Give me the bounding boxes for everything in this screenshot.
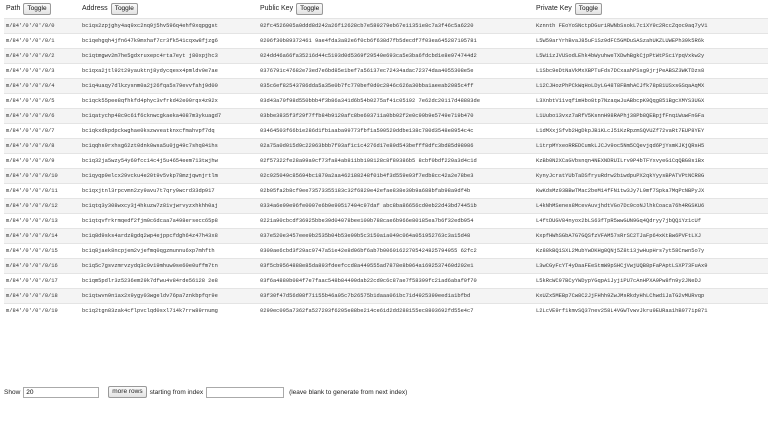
path-cell: m/84'/0'/0'/0/5 (4, 94, 80, 109)
address-cell: bc1qtmgwv2m7he5gdxruxepc4rta7eyt j80xpjhc3 (80, 49, 258, 64)
show-label: Show (4, 388, 21, 396)
derived-addresses-table (4, 0, 768, 318)
private-key-cell: KzBb0N2XCaGVbsnqn4NEXNDRUILrv9P4bTFYxvyeG1CqQBG8s1Bx (534, 154, 768, 169)
table-row (4, 289, 768, 304)
public-key-cell: 02fc4526005a0ddd8d242a26f12628cb7e589279eb67e11351e8c7a3f46c5a6220 (258, 19, 534, 34)
public-key-cell: 03d43a70f98d550bbb4f3b86a341d6b54b0275af41c05192 7e62dc20117d48883de (258, 94, 534, 109)
table-row (4, 64, 768, 79)
public-key-cell: 0221a90cbcdf36925bbe39d04078bee100b788cae6b966e80185ea7b6f32edb954 (258, 214, 534, 229)
private-key-cell: L3wCGyFcYT4yDaaFEeStmW9pSHCjVwjUQB8pFaPAptLSXP73FuAx9 (534, 259, 768, 274)
path-cell: m/84'/0'/0'/0/17 (4, 274, 80, 289)
rows-count-input[interactable] (23, 387, 99, 398)
private-key-cell: L5Wi1zJVUSodLEhk4bWyuhweTXDwhBgkCjpPtWtPSciYpqVxkw2y (534, 49, 768, 64)
public-key-cell: 03f30f47d56d08f71155b46a05c7b26575b1daaa061bc71d4925399eed1a1bfbd (258, 289, 534, 304)
table-row (4, 214, 768, 229)
public-key-cell: 03464503f66b1e286d1fb1aaba99773fbf1a590520ddbe138c780d3548e8954c4c (258, 124, 534, 139)
path-cell: m/84'/0'/0'/0/16 (4, 259, 80, 274)
address-cell: bc1qtqvfrkrmqedf2fjm0c6dcaa7a498ersecc65p8 (80, 214, 258, 229)
table-row (4, 169, 768, 184)
more-rows-button[interactable]: more rows (108, 386, 146, 398)
public-key-cell: 02b05fa2b8cf9ee73573355183c32f6820e42efae838e30b9a688bfab98a9df4b (258, 184, 534, 199)
private-key-cell: L1trpMYxeoRREDCumkLJCJv9oc5Nm5CQevjqd6PjYsmKJKjQRsH5 (534, 139, 768, 154)
path-cell: m/84'/0'/0'/0/0 (4, 19, 80, 34)
private-key-cell: L1dMXxjSfvb2HgDkpJB1KLcJ51KzRpzmSQVUZf72vaRt7EUP8YEY (534, 124, 768, 139)
table-row (4, 304, 768, 319)
private-key-cell: Kznnth FEoYoSNctpDGuriRWNbSsokL7c1XY9c2RccZqoc9aq7yV1 (534, 19, 768, 34)
starting-index-label: starting from index (149, 388, 204, 396)
address-cell: bc1qkxdkpdpckwghae0kszwveatknxcfmahvpf7dq (80, 124, 258, 139)
address-cell: bc1qtq3y308wxcy3j4hkuzw7z81vjwrvyzxhkhh0aj (80, 199, 258, 214)
address-cell: bc1q32ja5wzy54y60fcc14c4j5u4654eem713twjhw (80, 154, 258, 169)
private-key-cell: L3XnbtV11vqf1mHbo8tp7NzaqwJuABbcpK9Qqg851BgcXMYS3UGX (534, 94, 768, 109)
address-cell: bc1q2tgn83zak4cflpvclqd0sxl714k7rrw89rnumg (80, 304, 258, 319)
public-key-cell: 02a75a0d015d9c22063bbb7f03af1c1c4276d17e89d543befff8dfc3bd85d98986 (258, 139, 534, 154)
private-key-toggle-button[interactable]: Toggle (575, 3, 602, 15)
address-toggle-button[interactable]: Toggle (111, 3, 138, 15)
private-key-cell: L5kRcWC97BCyYWDypYGqpA1JyjiPU7cAnHPXA9Pw8fn9y2JNeDJ (534, 274, 768, 289)
address-cell: bc1q5c7gsvzmrvzydq3c0v19mhuw0se60e0uffm7tn (80, 259, 258, 274)
address-cell: bc1qck55pee8qfhkfd4phyc3vfrkd42e00rqx4z92x (80, 94, 258, 109)
path-cell: m/84'/0'/0'/0/7 (4, 124, 80, 139)
address-cell: bc1q8jaek8ncpjem2vjefmq0qgzmunnu6xp7mhfth (80, 244, 258, 259)
public-key-cell: 03bbe3835f3f29f7ffb84b9120afc8be603711a0bb02f2e0c99b9e5749e719b470 (258, 109, 534, 124)
table-row (4, 94, 768, 109)
table-row (4, 34, 768, 49)
address-cell: bc1q8d9sks4ardz8gdq2wp4ejppcfdgh64z47h43x8 (80, 229, 258, 244)
path-cell: m/84'/0'/0'/0/15 (4, 244, 80, 259)
start-index-input[interactable] (206, 387, 284, 398)
path-cell: m/84'/0'/0'/0/4 (4, 79, 80, 94)
table-row (4, 199, 768, 214)
address-cell: bc1qxjtnl3rpcvmn2zy9avu7t7qry9wcrd33dp917 (80, 184, 258, 199)
private-key-cell: L2LcVE9rf1kmvSQ37nev258L4VGWTvwvJkru9EURaa1hB977ip871 (534, 304, 768, 319)
public-key-cell: 037e520e3457eee9b2535b04b53e99b5c3150a1a049c064a051952763c3a15d48 (258, 229, 534, 244)
address-cell: bc1qehgqh4jfn647k9mxhaf7cr3fk541cqxw8fjzg6 (80, 34, 258, 49)
path-header-label: Path (6, 5, 21, 12)
table-row (4, 49, 768, 64)
path-cell: m/84'/0'/0'/0/1 (4, 34, 80, 49)
path-cell: m/84'/0'/0'/0/11 (4, 184, 80, 199)
table-row (4, 154, 768, 169)
address-cell: bc1qs2zpjghy4aq9xc2nq9j5hv596q4ehf9xqpggst (80, 19, 258, 34)
path-cell: m/84'/0'/0'/0/10 (4, 169, 80, 184)
private-key-cell: KynyJcratYUbTaDSfryuRdrw2biwdpuPX2qkYyysBPATVPtNCR8G (534, 169, 768, 184)
table-row (4, 124, 768, 139)
private-key-cell: L1Uubo13vxz7aRfV5KsnnH98RAPhj38Pb8QEBpjfFnqiWuwFnGFa (534, 109, 768, 124)
path-cell: m/84'/0'/0'/0/18 (4, 289, 80, 304)
address-cell: bc1qqhs9rxhsg62zt0dnk0wsa5u0jg49c7shq841hs (80, 139, 258, 154)
address-cell: bc1qatychp48c9c61f6cknwcgkaeka4087m3ykuagd7 (80, 109, 258, 124)
private-key-cell: L12CJHozPhPCkWqHoLDyLG48T8FBmhACJfk78p81USxsGSqaAqMX (534, 79, 768, 94)
table-row (4, 19, 768, 34)
start-index-hint: (leave blank to generate from next index) (289, 388, 408, 396)
address-cell: bc1qxa2jtl92t29yauktnj8ydycqesx4pmldv0e7ae (80, 64, 258, 79)
path-cell: m/84'/0'/0'/0/13 (4, 214, 80, 229)
table-row (4, 184, 768, 199)
table-row (4, 229, 768, 244)
address-cell: bc1qyqp9elcx29vcku4e20t9v5vkp78mzjqwnjrtlm (80, 169, 258, 184)
private-key-column-header (534, 0, 768, 19)
public-key-cell: 03f5cb9564888e85da893fdeefccd8a449555ad7878e8b064a1692537460d202e1 (258, 259, 534, 274)
path-cell: m/84'/0'/0'/0/12 (4, 199, 80, 214)
address-cell: bc1qtwvn9n1ax2x9ygy03wgeldv76pa7znkbpfqr9e (80, 289, 258, 304)
public-key-cell: 02f57322fe28a99a9cf73fa84ab811bb108128c8f89386b5 8cbf0bdf220a3d4c1d (258, 154, 534, 169)
table-row (4, 79, 768, 94)
public-key-cell: 0376791c47682e73ed7e6bd85e1bef7a56137ec72434adac72374daa4055308e5e (258, 64, 534, 79)
path-column-header (4, 0, 80, 19)
public-key-cell: 0299ec095a7362fa527203f6205e88be214ce61d2dd288155ec8803692fd55e4c7 (258, 304, 534, 319)
more-rows-controls (4, 386, 407, 398)
public-key-header-label: Public Key (260, 5, 294, 12)
private-key-header-label: Private Key (536, 5, 572, 12)
public-key-toggle-button[interactable]: Toggle (296, 3, 323, 15)
table-row (4, 109, 768, 124)
private-key-cell: L4kNhMSenes8McevAuvjhdtVGo7Dc9coNJlhkCoaca76h4RGSKU6 (534, 199, 768, 214)
private-key-cell: L4ftDUGV84nyox2bLS63fTpR5wwGUN9Gq4Qdryy7jbQQiYz1cUf (534, 214, 768, 229)
path-cell: m/84'/0'/0'/0/6 (4, 109, 80, 124)
private-key-cell: KxpfHWhSGbA7G7GQSfzVFAM57sRrSC2TJaFp64xKtBw6PVFtLXJ (534, 229, 768, 244)
private-key-cell: KwKdsMz93BBwTMac2beM14fFNitw3Jy7L9mf7Spka7MqPcNBPyJX (534, 184, 768, 199)
path-cell: m/84'/0'/0'/0/3 (4, 64, 80, 79)
path-cell: m/84'/0'/0'/0/14 (4, 229, 80, 244)
path-cell: m/84'/0'/0'/0/2 (4, 49, 80, 64)
private-key-cell: L5W59arYrhBvaJ85uF1Sz9dFC5GMDuSASzahUKZLUWEPh39k5R6k (534, 34, 768, 49)
address-cell: bc1q4uaqy7dlkzysnm0a2j26fqa5s79evvfahj9d00 (80, 79, 258, 94)
table-row (4, 259, 768, 274)
public-key-cell: 0334a6e99e96fe0007e6b9e90517404c97daf abc8ba86656cd0eb22d43bd74451b (258, 199, 534, 214)
address-header-label: Address (82, 5, 108, 12)
public-key-cell: 03f6a4880b084f7e7faac548b84490dab22cd0c6c87ae7f58399fc21ad6abaf0f70 (258, 274, 534, 289)
table-row (4, 274, 768, 289)
private-key-cell: KxUZx5MEBp7Cw8C2JjFHhh9ZwJMsRkdyHhLChwd1JaTG2vMURvqp (534, 289, 768, 304)
private-key-cell: Kz88kBQ1SXL2MubYwDKHg8QNj5Z8t13jwHupHrs7yt58Cnwn5o7y (534, 244, 768, 259)
public-key-cell: 024dd46a66fa35216d44c5193d0d5369f29540e693ca5e3ba6fdcbd1e8e974744d2 (258, 49, 534, 64)
private-key-cell: L1Sbc9eDtNaVkMxXBPTuFds7DCxaahPSsg9jrjPeABSZ3WKTDzs8 (534, 64, 768, 79)
public-key-cell: 02c925049c85694bc1870a2aa462188248f01b4f3d559e93f7edb8cc42a2e78be3 (258, 169, 534, 184)
path-cell: m/84'/0'/0'/0/19 (4, 304, 80, 319)
public-key-cell: 035c6ef82543786dda5a35e0b7fc770bef0d0c2846c626a30bba1aeeab2085c4ff (258, 79, 534, 94)
table-row (4, 244, 768, 259)
address-cell: bc1qm5pdlr3z5236em29k7dfwu4v84rde56128 2e8 (80, 274, 258, 289)
table-row (4, 139, 768, 154)
public-key-column-header (258, 0, 534, 19)
path-toggle-button[interactable]: Toggle (23, 3, 50, 15)
public-key-cell: 0206f30b89372461 9ae4fda3a82e6f0cb6f638d7fb5decdf7f03ea645287105781 (258, 34, 534, 49)
path-cell: m/84'/0'/0'/0/8 (4, 139, 80, 154)
address-column-header (80, 0, 258, 19)
table-header-row (4, 0, 768, 19)
public-key-cell: 0300ae6cbd3f29ac9747a51e42e8d06bf6ab7b00601622705424825794955 62fc2 (258, 244, 534, 259)
path-cell: m/84'/0'/0'/0/9 (4, 154, 80, 169)
